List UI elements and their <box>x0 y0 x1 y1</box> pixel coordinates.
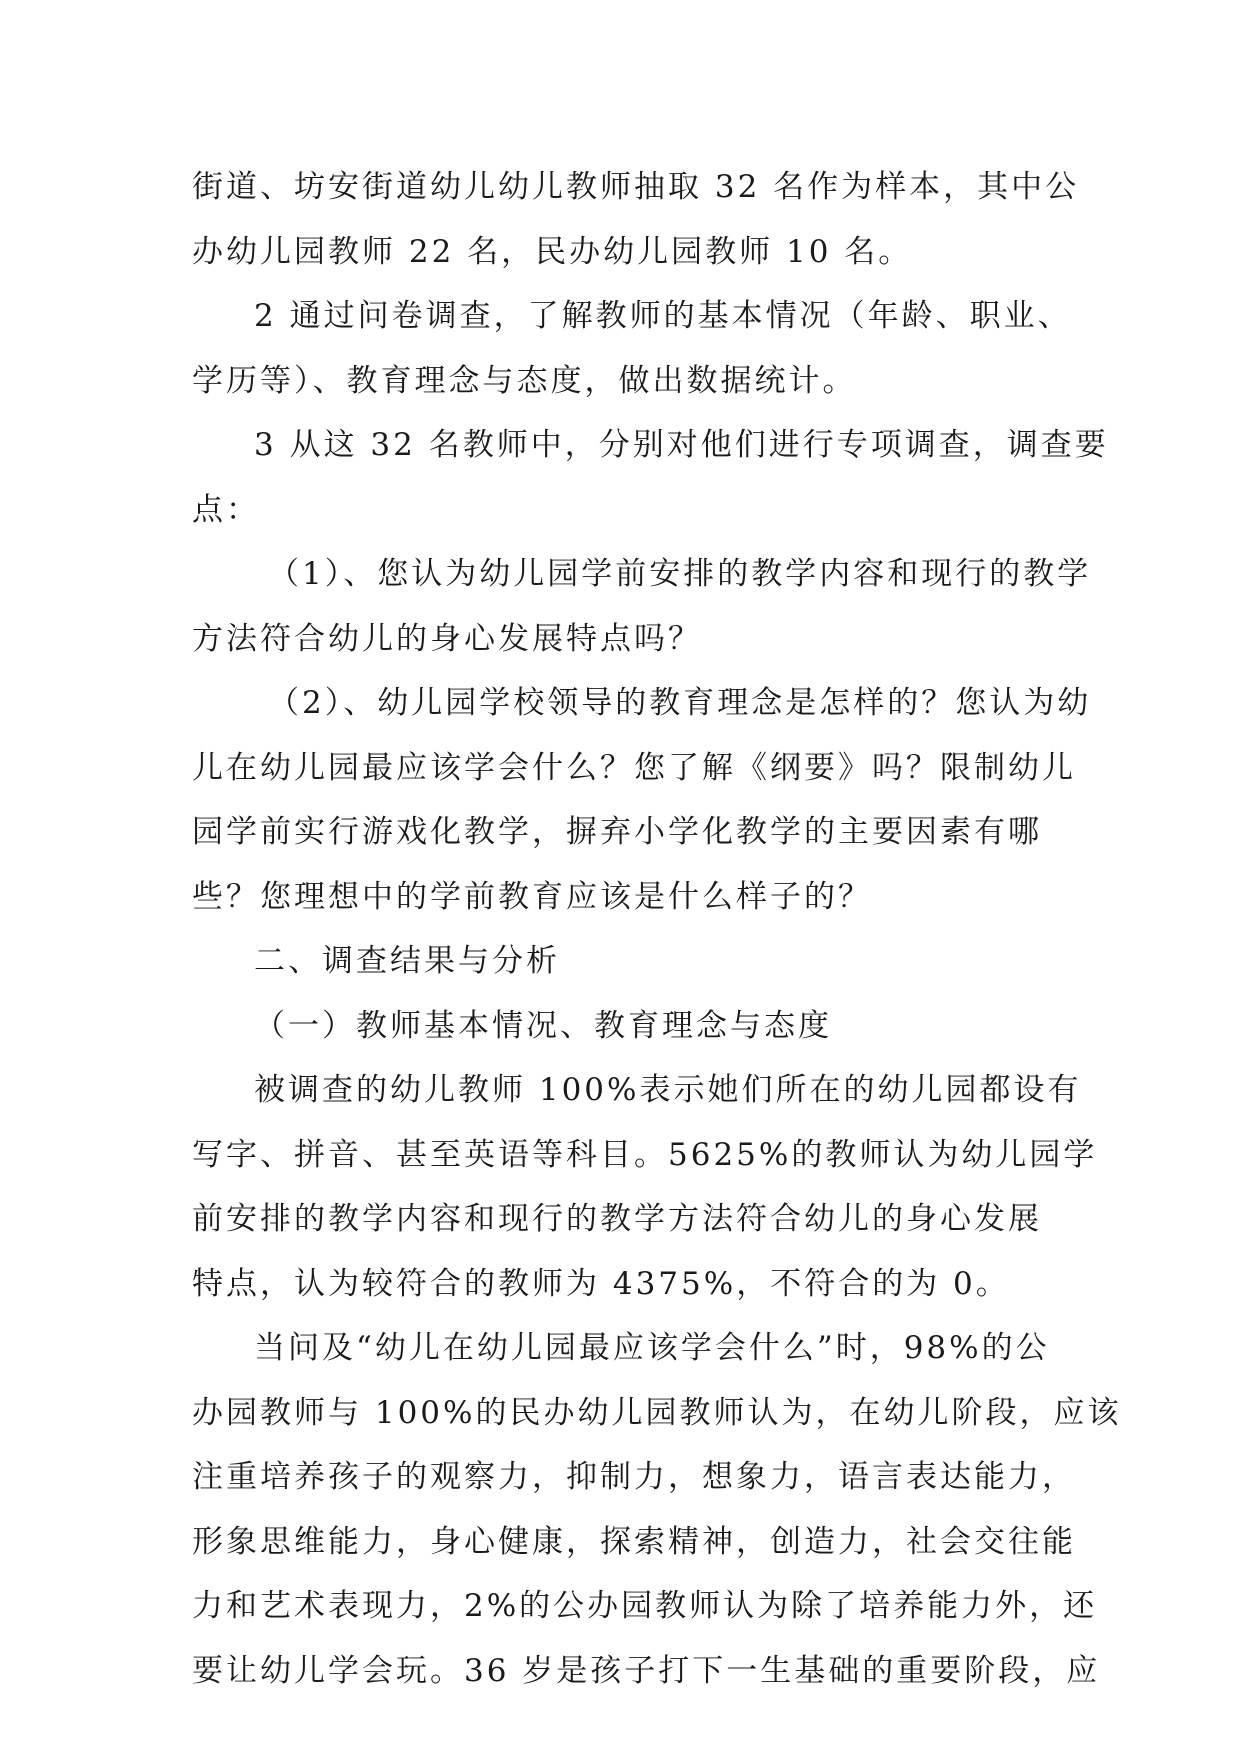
text-line: 被调查的幼儿教师 100%表示她们所在的幼儿园都设有 <box>254 1072 1082 1108</box>
text-line: 形象思维能力，身心健康，探索精神，创造力，社会交往能 <box>192 1523 1076 1560</box>
text-line: 力和艺术表现力，2%的公办园教师认为除了培养能力外，还 <box>192 1588 1098 1624</box>
text-line: 2 通过问卷调查，了解教师的基本情况（年龄、职业、 <box>254 298 1072 334</box>
text-line: 3 从这 32 名教师中，分别对他们进行专项调查，调查要 <box>254 427 1109 463</box>
text-line: 前安排的教学内容和现行的教学方法符合幼儿的身心发展 <box>192 1201 1042 1237</box>
section-heading: 二、调查结果与分析 <box>254 943 560 979</box>
text-line: 写字、拼音、甚至英语等科目。5625%的教师认为幼儿园学 <box>192 1136 1098 1173</box>
text-line: 学历等）、教育理念与态度，做出数据统计。 <box>192 362 857 399</box>
text-line: 办园教师与 100%的民办幼儿园教师认为，在幼儿阶段，应该 <box>192 1394 1122 1431</box>
text-line: 注重培养孩子的观察力，抑制力，想象力，语言表达能力， <box>192 1459 1076 1495</box>
text-line: 儿在幼儿园最应该学会什么？您了解《纲要》吗？限制幼儿 <box>192 749 1076 786</box>
subsection-heading: （一）教师基本情况、教育理念与态度 <box>254 1007 832 1044</box>
text-line: （2）、幼儿园学校领导的教育理念是怎样的？您认为幼 <box>268 685 1092 721</box>
text-line: （1）、您认为幼儿园学前安排的教学内容和现行的教学 <box>268 556 1092 592</box>
text-line: 些？您理想中的学前教育应该是什么样子的？ <box>192 878 872 915</box>
text-line: 街道、坊安街道幼儿幼儿教师抽取 32 名作为样本，其中公 <box>192 169 1080 205</box>
text-line: 要让幼儿学会玩。36 岁是孩子打下一生基础的重要阶段，应 <box>192 1652 1101 1689</box>
text-line: 方法符合幼儿的身心发展特点吗？ <box>192 620 702 657</box>
text-line: 点： <box>192 491 260 528</box>
text-line: 园学前实行游戏化教学，摒弃小学化教学的主要因素有哪 <box>192 814 1042 850</box>
text-line: 办幼儿园教师 22 名，民办幼儿园教师 10 名。 <box>192 233 913 270</box>
text-line: 特点，认为较符合的教师为 4375%，不符合的为 0。 <box>192 1265 1010 1302</box>
text-line: 当问及“幼儿在幼儿园最应该学会什么”时，98%的公 <box>254 1330 1050 1366</box>
document-body <box>192 155 1122 1703</box>
